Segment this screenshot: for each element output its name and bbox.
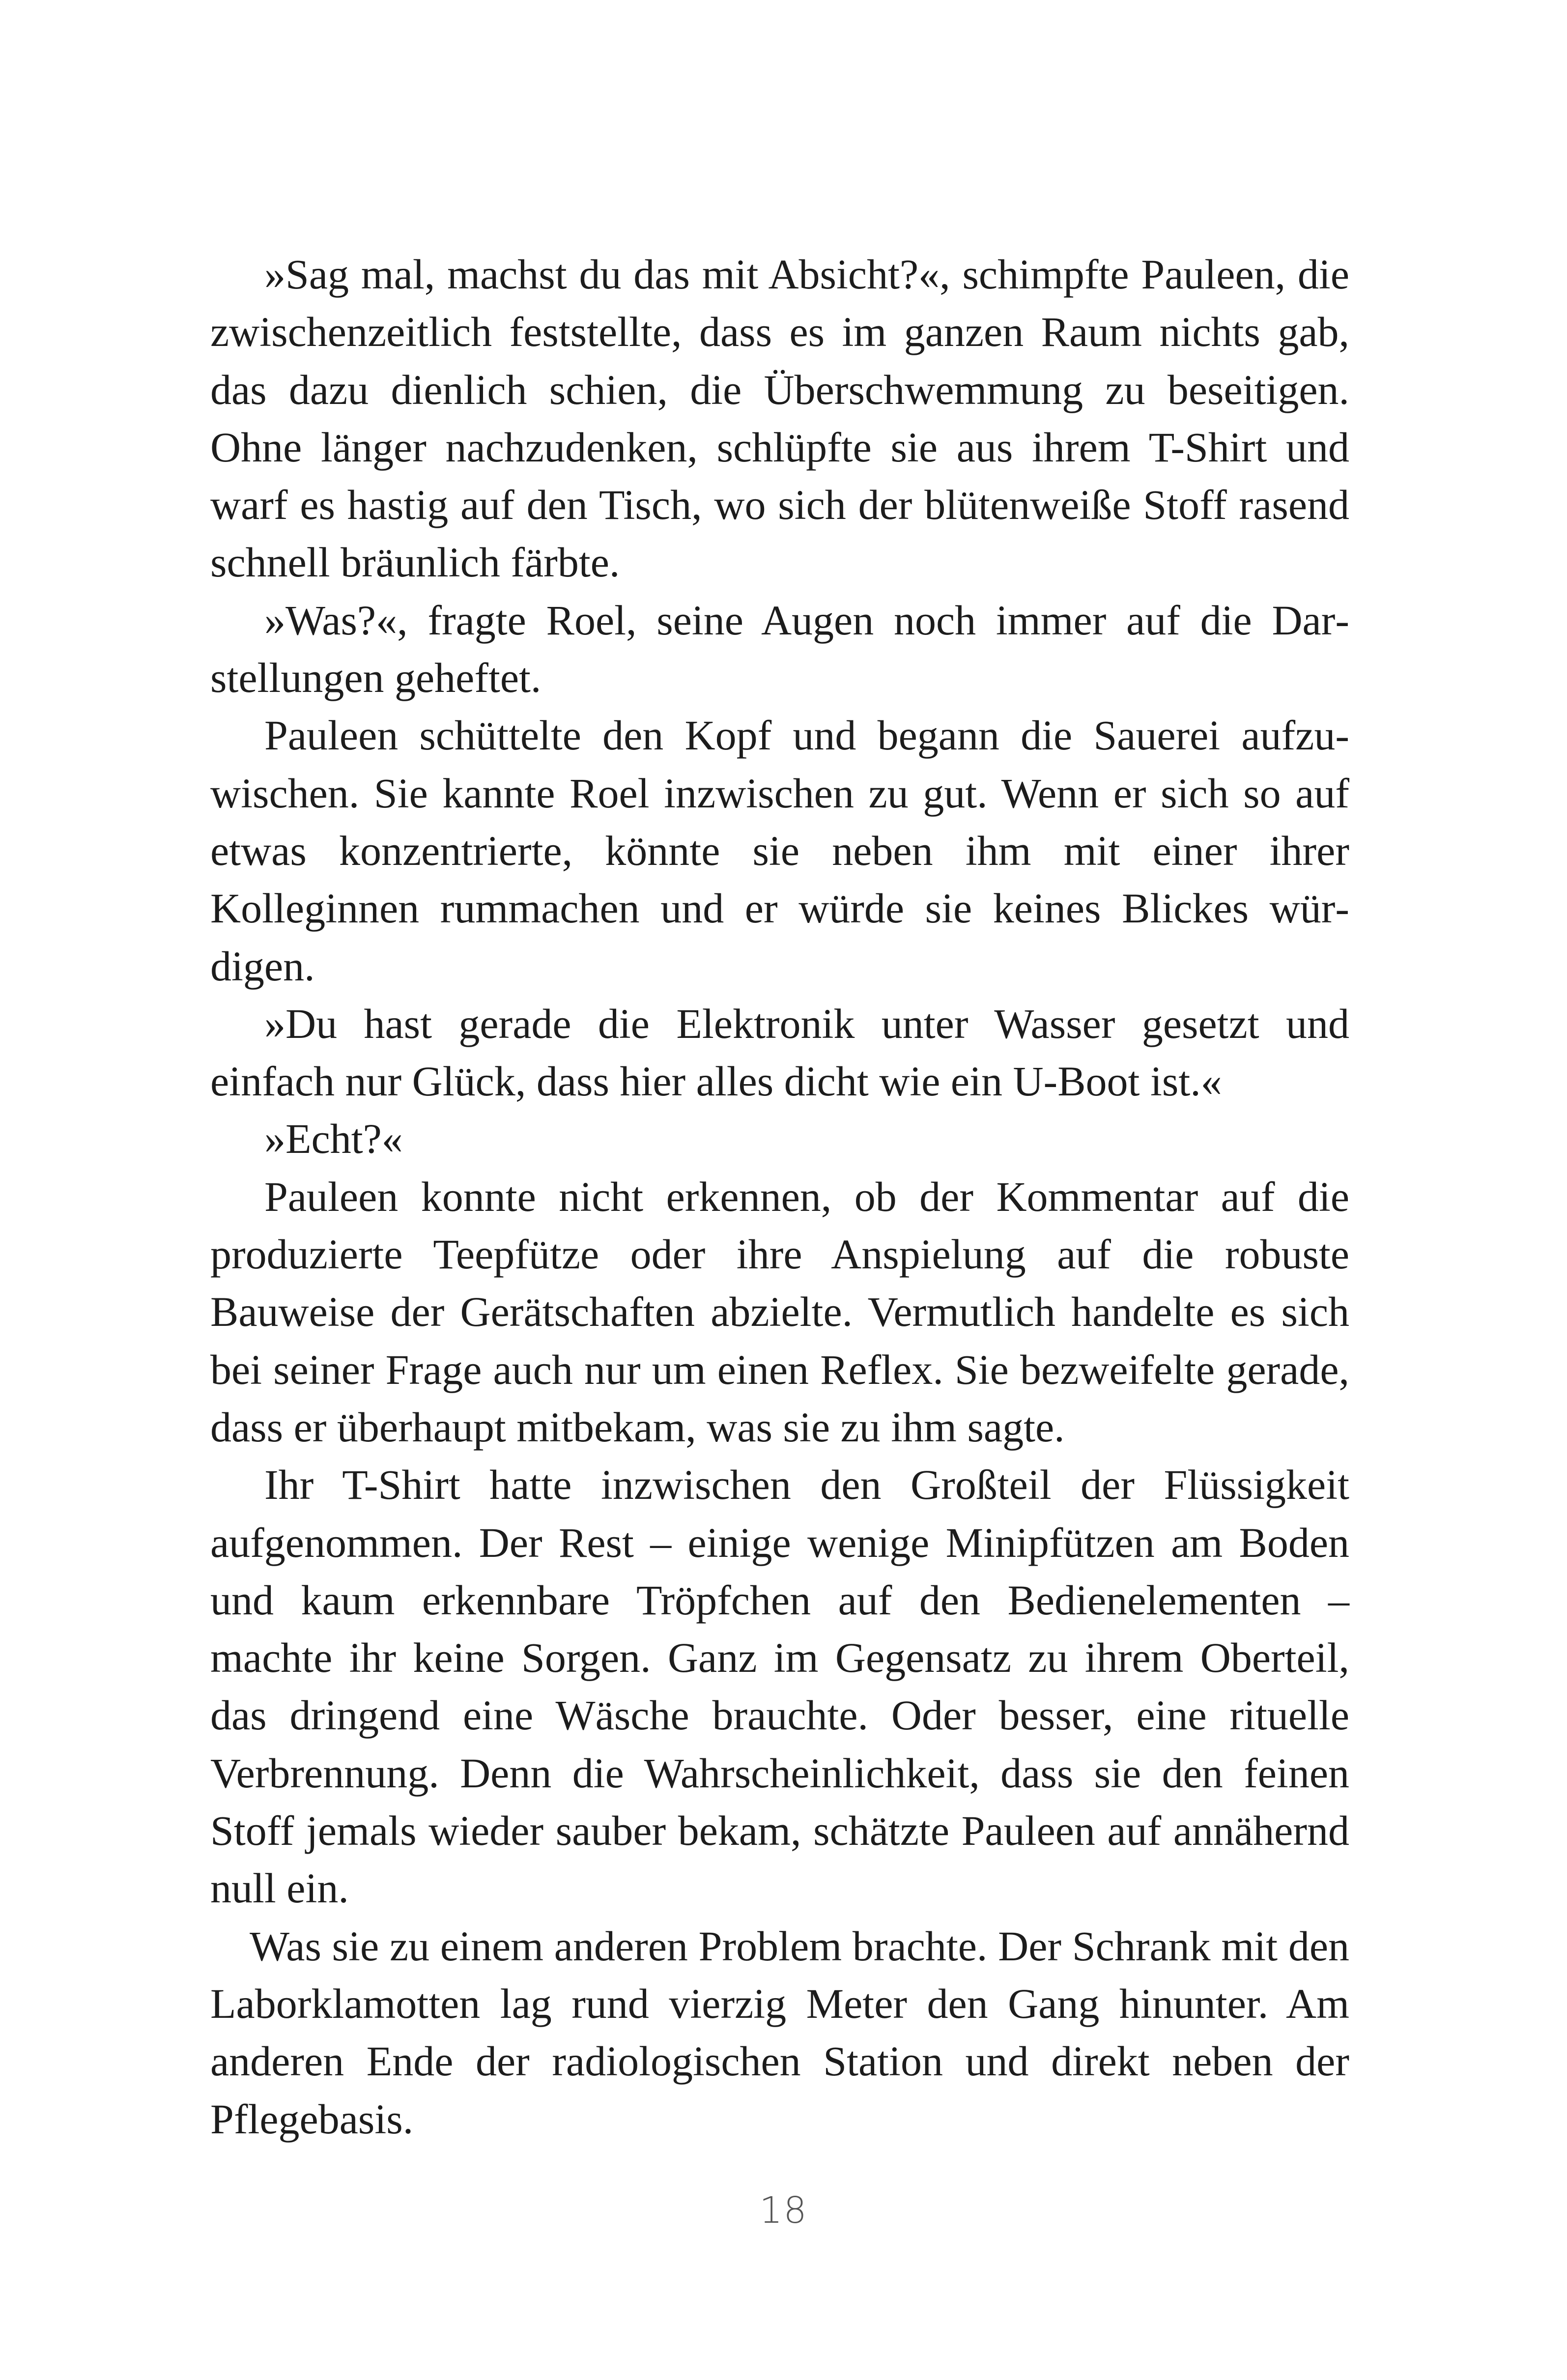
page-number: 18 xyxy=(759,2189,808,2232)
paragraph: »Sag mal, machst du das mit Absicht?«, schimpfte Pauleen, die zwischenzeitlich feststellte, dass es im ganzen Raum nichts gab, das dazu dienlich schien, die Überschwemmung zu beseitigen. Ohne länger nachzudenken, schlüpfte sie aus ihrem T-Shirt und warf es hastig auf den Tisch, wo sich der blütenweiße Stoff rasend schnell bräunlich färbte. xyxy=(210,251,1349,586)
paragraph: Was sie zu einem anderen Problem brachte. Der Schrank mit den Laborklamotten lag rund vierzig Meter den Gang hinunter. Am anderen Ende der radiologischen Station und direkt neben der Pflegebasis. xyxy=(210,1922,1349,2143)
paragraph: Ihr T-Shirt hatte inzwischen den Großteil der Flüssigkeit aufgenommen. Der Rest – einige wenige Minipfützen am Boden und kaum erkennbare Tröpfchen auf den Bedienelementen – machte ihr keine Sorgen. Ganz im Gegensatz zu ihrem Oberteil, das dringend eine Wäsche brauchte. Oder besser, eine rituelle Verbrennung. Denn die Wahrscheinlichkeit, dass sie den feinen Stoff jemals wieder sauber bekam, schätzte Pauleen auf annähernd null ein. xyxy=(210,1461,1349,1912)
paragraph: »Echt?« xyxy=(264,1115,403,1163)
paragraph: »Du hast gerade die Elektronik unter Wasser gesetzt und einfach nur Glück, dass hier alles dicht wie ein U-Boot ist.« xyxy=(210,1000,1349,1105)
paragraph: Pauleen konnte nicht erkennen, ob der Kommentar auf die produzierte Teepfütze oder ihre Anspielung auf die robuste Bauweise der Gerätschaften abzielte. Vermutlich handelte es sich bei seiner Frage auch nur um einen Reflex. Sie bezweifelte gerade, dass er überhaupt mitbekam, was sie zu ihm sagte. xyxy=(210,1173,1349,1451)
paragraph: »Was?«, fragte Roel, seine Augen noch immer auf die Darstellungen geheftet. xyxy=(210,596,1349,702)
paragraph: Pauleen schüttelte den Kopf und begann die Sauerei aufzuwischen. Sie kannte Roel inzwischen zu gut. Wenn er sich so auf etwas konzentrierte, könnte sie neben ihm mit einer ihrer Kolleginnen rummachen und er würde sie keines Blickes würdigen. xyxy=(210,712,1349,990)
body-text xyxy=(210,246,1349,2148)
